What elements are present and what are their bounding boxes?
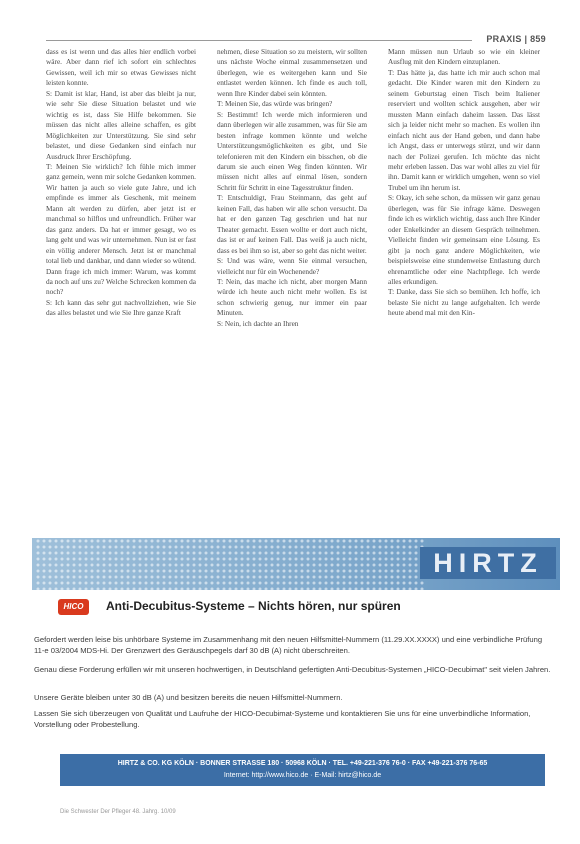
hico-logo: HICO xyxy=(58,599,89,615)
paragraph: nehmen, diese Situation so zu meistern, wir sollten uns nächste Woche einmal zusammensetzen und überlegen, wie es weitergehen kann und Sie entlastet werden können. Ich finde es auch toll, wenn Ihre Kinder dabei sein könnten. xyxy=(217,47,367,98)
paragraph: S: Ich kann das sehr gut nachvollziehen, wie Sie das alles belastet und wie Sie Ihre ganze Kraft xyxy=(46,297,196,318)
ad-banner xyxy=(32,538,560,590)
paragraph: S: Und was wäre, wenn Sie einmal versuchen, vielleicht nur für ein Wochenende? xyxy=(217,256,367,276)
ad-contact-bar xyxy=(60,754,545,786)
header-rule xyxy=(46,40,472,41)
ad-paragraph: Gefordert werden leise bis unhörbare Systeme im Zusammenhang mit den neuen Hilfsmittel-Nummern (11.29.XX.XXXX) und eine verbindliche Prüfung 11-e 03/2004 MDS-Hi. Der Grenzwert des Geräuschpegels darf 30 dB (A) nicht überschreiten. xyxy=(34,635,543,655)
running-head: PRAXIS | 859 xyxy=(486,34,546,44)
paragraph: S: Okay, ich sehe schon, da müssen wir ganz genau überlegen, was für Sie infrage käme. Deswegen finde ich es wirklich wichtig, dass auch Ihre Kinder oder Enkelkinder an diesem Gespräch teilnehmen. Vielleicht finden wir gemeinsam eine Lösung. Es gibt ja noch ganz andere Möglichkeiten, wie beispielsweise eine stundenweise Entlastung durch ehrenamtliche oder eine Nachtpflege. Ich werde alles erkundigen. xyxy=(388,193,540,286)
hirtz-logo: HIRTZ xyxy=(420,547,556,579)
advertisement xyxy=(32,538,560,795)
paragraph: dass es ist wenn und das alles hier endlich vorbei wäre. Aber dann rief ich sofort ein schlechtes Gewissen, weil ich mir so etwas Gewisses nicht leisten konnte. xyxy=(46,47,196,88)
text-column-1 xyxy=(46,47,196,319)
paragraph: S: Damit ist klar, Hand, ist aber das bleibt ja nur, wie sehr Sie diese Situation belastet und wie wichtig es ist, dass Sie Hilfe bekommen. Sie müssen das nicht alles alleine schaffen, es gibt Möglichkeiten zur Unterstützung. Sie sind sehr belastet, und diese Gedanken sind einfach nur Ausdruck Ihrer Erschöpfung. xyxy=(46,88,196,161)
paragraph: S: Bestimmt! Ich werde mich informieren und dann überlegen wir alle zusammen, was für Sie am besten infrage kommen könnte und welche Unterstützungsmöglichkeiten es gibt, und Sie telefonieren mit den Kindern ein bisschen, ob die darum sie auch einen Weg finden könnten. Wir müssen nicht alles auf einmal lösen, sondern Schritt für Schritt in eine Tagesstruktur finden. xyxy=(217,109,367,192)
ad-web-contact[interactable]: Internet: http://www.hico.de · E-Mail: hirtz@hico.de xyxy=(223,772,382,779)
paragraph: Mann müssen nun Urlaub so wie ein kleiner Ausflug mit den Kindern einzuplanen. xyxy=(388,47,540,67)
ad-title: Anti-Decubitus-Systeme – Nichts hören, nur spüren xyxy=(106,599,401,613)
paragraph: T: Das hätte ja, das hatte ich mir auch schon mal gedacht. Die Kinder waren mit den Kindern zu seinem Geburtstag einen Tisch beim Italiener reserviert und wollten schick ausgehen, aber wir mussten Mann einfach daheim lassen. Das lässt sich ja leider nicht mehr so machen. Es wollen ihn einfach nicht aus der Hand geben, und dann habe ich Angst, dass er unterwegs stürzt, und wir dann nach der Polizei gerufen. Ich möchte das nicht mehr erleben lassen. Das war wohl alles zu viel für ihn. Damit kann er wirklich umgehen, wenn so viel Trubel um ihn herum ist. xyxy=(388,67,540,192)
text-column-2 xyxy=(217,47,367,329)
ad-paragraph: Lassen Sie sich überzeugen von Qualität und Laufruhe der HICO-Decubimat-Systeme und kontaktieren Sie uns für eine unverbindliche Information, Vorstellung oder Probestellung. xyxy=(34,709,531,729)
paragraph: T: Danke, dass Sie sich so bemühen. Ich hoffe, ich belaste Sie nicht zu lange aufgehalten. Ich werde heute abend mal mit den Kin- xyxy=(388,287,540,318)
paragraph: T: Nein, das mache ich nicht, aber morgen Mann würde ich heute auch nicht mehr wollen. Es ist schon schwierig genug, nur immer ein paar Minuten. xyxy=(217,276,367,318)
paragraph: T: Entschuldigt, Frau Steinmann, das geht auf keinen Fall, das haben wir alle schon versucht. Da hat er den ganzen Tag geschrien und hat nur Theater gemacht. Essen wollte er dort auch nicht, das ist er auf keinen Fall. Das weiß ja auch nicht, dass es bei ihm so ist, aber so geht das nicht weiter. xyxy=(217,193,367,255)
page-footer: Die Schwester Der Pfleger 48. Jahrg. 10/09 xyxy=(60,809,176,815)
ad-paragraph: Genau diese Forderung erfüllen wir mit unseren hochwertigen, in Deutschland gefertigten Anti-Decubitus-Systemen „HICO-Decubimat" seit vielen Jahren. xyxy=(34,665,551,674)
paragraph: T: Meinen Sie wirklich? Ich fühle mich immer ganz gemein, wenn mir solche Gedanken kommen. Wir hatten ja auch so viele gute Jahre, und ich empfinde es immer als Geschenk, mit meinem Mann alt werden zu dürfen, aber jetzt ist er manchmal so hilflos und unfreundlich. Früher war das ganz anders. Da hat er immer gesagt, wo es lang geht und was wir unternehmen. Nun ist er fast ein völlig anderer Mensch. Jetzt ist er manchmal total lieb und dankbar, und dann wieder so wütend. Dann frage ich mich immer: Warum, was kommt da noch auf uns zu? Welche Schrecken kommen da noch? xyxy=(46,161,196,297)
paragraph: T: Meinen Sie, das würde was bringen? xyxy=(217,99,333,109)
ad-paragraph: Unsere Geräte bleiben unter 30 dB (A) und besitzen bereits die neuen Hilfsmittel-Nummern. xyxy=(34,693,343,702)
ad-address: HIRTZ & CO. KG KÖLN · BONNER STRASSE 180 · 50968 KÖLN · TEL. +49-221-376 76-0 · FAX +49-221-376 76-65 xyxy=(117,760,488,767)
text-column-3 xyxy=(388,47,540,319)
paragraph: S: Nein, ich dachte an Ihren xyxy=(217,318,299,328)
